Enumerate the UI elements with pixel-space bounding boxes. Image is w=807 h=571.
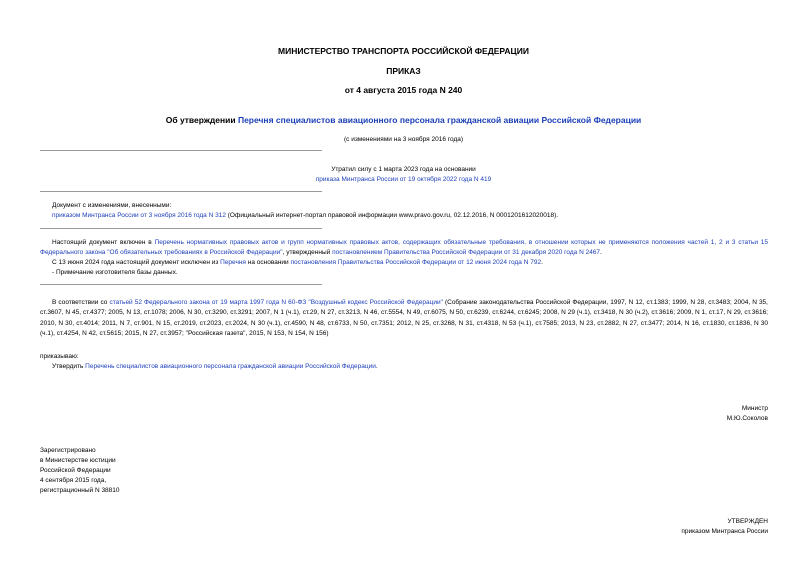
exempt-list-link[interactable]: Перечень нормативных правовых актов и групп нормативных правовых актов, содержащих обязательные требования, в отношении которых не применяются положения частей 1, 2 и 3 статьи 15 Федерального закона "Об обязательных требованиях в Российской Федерации"	[40, 239, 768, 256]
order-word: приказываю:	[40, 353, 79, 360]
amendments-line	[52, 211, 558, 221]
notice-text: Настоящий документ включен в	[52, 239, 155, 246]
registration-line: Российской Федерации	[40, 467, 111, 474]
list-link[interactable]: Перечня	[220, 259, 246, 266]
doc-date: от 4 августа 2015 года N 240	[344, 85, 463, 95]
title-prefix: Об утверждении	[165, 115, 238, 125]
doc-type-heading: ПРИКАЗ	[386, 66, 421, 76]
amendment-order-link[interactable]: приказом Минтранса России от 3 ноября 2016 года N 312	[52, 212, 226, 219]
title-link[interactable]: Перечня специалистов авиационного персонала гражданской авиации Российской Федерации	[237, 115, 642, 125]
divider	[40, 191, 322, 192]
database-note: - Примечание изготовителя базы данных.	[52, 269, 178, 276]
government-decree-link[interactable]: постановлением Правительства Российской Федерации от 31 декабря 2020 года N 2467	[332, 248, 601, 256]
signatory-title: Министр	[741, 405, 768, 412]
registration-line: в Министерстве юстиции	[40, 457, 116, 464]
approved-by: приказом Минтранса России	[681, 528, 768, 535]
approved-list-link[interactable]: Перечень специалистов авиационного персонала гражданской авиации Российской Федерации	[85, 363, 376, 370]
approved-label: УТВЕРЖДЕН	[727, 518, 768, 525]
notice-text: .	[600, 248, 602, 256]
document-title	[0, 116, 807, 126]
amendments-heading: Документ с изменениями, внесенными:	[52, 202, 172, 209]
divider	[40, 150, 322, 151]
lapsed-order-link[interactable]: приказа Минтранса России от 19 октября 2022 года N 419	[315, 176, 492, 183]
air-code-link[interactable]: статьей 52 Федерального закона от 19 марта 1997 года N 60-ФЗ "Воздушный кодекс Российской Федерации"	[109, 299, 443, 306]
notice-text: .	[541, 259, 543, 266]
ministry-heading: МИНИСТЕРСТВО ТРАНСПОРТА РОССИЙСКОЙ ФЕДЕРАЦИИ	[278, 46, 529, 56]
divider	[40, 228, 322, 229]
preamble-paragraph	[40, 298, 768, 340]
divider	[40, 284, 322, 285]
notice-text: С 13 июня 2024 года настоящий документ исключен из	[52, 259, 221, 266]
preamble-sources: (Собрание законодательства Российской Федерации, 1997, N 12, ст.1383; 1999, N 28, ст.3483; 2004, N 35, ст.3607, N 45, ст.4377; 2005, N 13, ст.1078; 2006, N 30, ст.3290, ст.3291; 2007, N 1 (ч.1), ст.29, N 27, ст.3213, N 46, ст.5554, N 49, ст.6075, N 50, ст.6239, ст.6244, ст.6245; 2008, N 29 (ч.1), ст.3418, N 30 (ч.2), ст.3616; 2009, N 1, ст.17, N 29, ст.3616; 2010, N 30, ст.4014; 2011, N 7, ст.901, N 15, ст.2019, ст.2023, ст.2024, N 30 (ч.1), ст.4590, N 48, ст.6733, N 50, ст.7351; 2012, N 25, ст.3268, N 31, ст.4318, N 53 (ч.1), ст.7585; 2013, N 23, ст.2882, N 27, ст.3477; 2014, N 16, ст.1830, ст.1836, N 30 (ч.1), ст.4254, N 42, ст.5615; 2015, N 27, ст.3957; "Российская газета", 2015, N 153, N 154, N 156)	[40, 299, 768, 338]
notice-paragraph-1	[40, 238, 768, 257]
approve-text: .	[375, 363, 378, 370]
approve-line	[52, 362, 378, 372]
notice-paragraph-2	[52, 258, 768, 268]
amendment-source: (Официальный интернет-портал правовой информации www.pravo.gov.ru, 02.12.2016, N 0001201612020018).	[225, 212, 559, 219]
notice-text: на основании	[245, 259, 291, 266]
approve-text: Утвердить	[52, 363, 86, 370]
preamble-text: В соответствии со	[52, 299, 110, 306]
notice-text: , утвержденный	[282, 248, 333, 256]
changes-note: (с изменениями на 3 ноября 2016 года)	[343, 136, 464, 143]
decree-2024-link[interactable]: постановления Правительства Российской Федерации от 12 июня 2024 года N 792	[290, 259, 542, 266]
lapsed-note: Утратил силу с 1 марта 2023 года на основании	[331, 166, 476, 173]
registration-line: Зарегистрировано	[40, 447, 96, 454]
registration-number: регистрационный N 38810	[40, 487, 120, 494]
signatory-name: М.Ю.Соколов	[726, 415, 768, 422]
registration-date: 4 сентября 2015 года,	[40, 477, 107, 484]
